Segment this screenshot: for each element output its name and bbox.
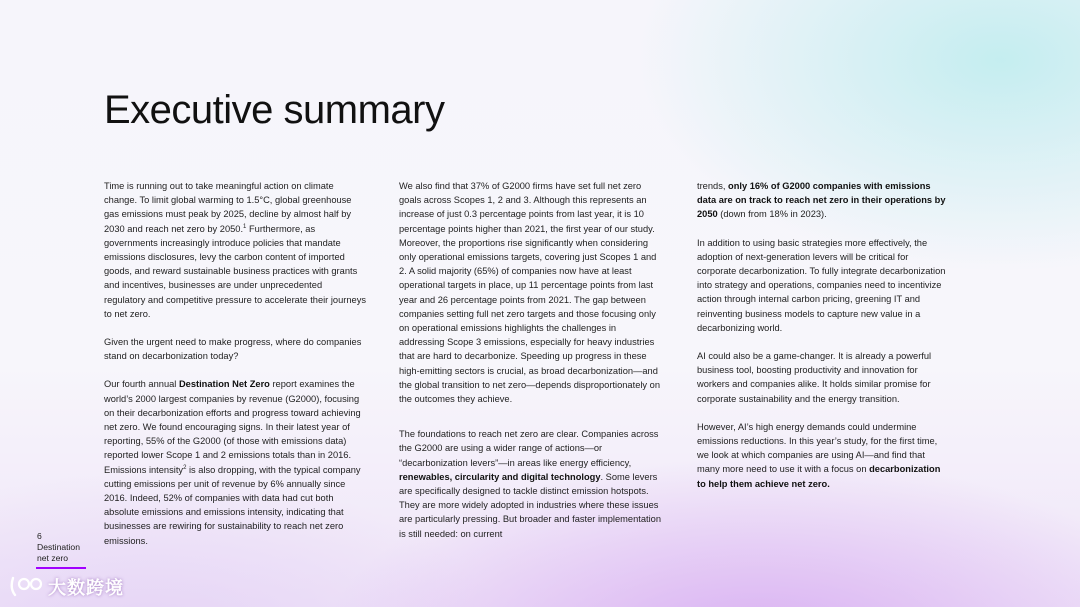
paragraph-text: report examines the world’s 2000 largest companies by revenue (G2000), focusing on their decarbonization efforts and progress toward achieving net zero. We found encouraging signs. In their latest year of reporting, 55% of the G2000 (of those with emissions data) reported lower Scope 1 and 2 emissions totals than in 2016. Emissions intensity [104, 379, 361, 475]
page-title: Executive summary [104, 88, 445, 132]
section-name-line1: Destination [37, 542, 80, 552]
highlight-text: only 16% of G2000 companies with emissions data are on track to reach net zero in their operations by 2050 [697, 181, 946, 220]
paragraph-text: trends, [697, 181, 729, 191]
paragraph-text: The foundations to reach net zero are clear. Companies across the G2000 are using a wider range of actions—or “decarbonization levers”—in areas like energy efficiency, [399, 429, 659, 468]
watermark [10, 574, 124, 600]
paragraph [104, 377, 366, 547]
column-right [697, 179, 947, 505]
paragraph-text: is also dropping, with the typical company cutting emissions per unit of revenue by 6% annually since 2016. Indeed, 52% of companies with data had cut both absolute emissions and emissions intensity, indicating that businesses are rewiring for sustainability to reach net zero emissions. [104, 464, 361, 546]
paragraph: We also find that 37% of G2000 firms have set full net zero goals across Scopes 1, 2 and 3. Although this represents an increase of just 0.3 percentage points from last year, it is 10 percentage points higher than 2021, the first year of our study. Moreover, the proportions rise significantly when considering only operational emissions targets, covering just Scopes 1 and 2. A solid majority (65%) of companies now have at least operational targets in place, up 11 percentage points from last year and 26 percentage points from 2021. The gap between companies setting full net zero targets and those focusing only on operational emissions highlights the challenges in addressing Scope 3 emissions, especially for heavy industries that are hard to decarbonize. Speeding up progress in these high-emitting sectors is crucial, as broad decarbonization—and the global transition to net zero—depends disproportionately on the outcomes they achieve. [399, 181, 660, 405]
paragraph-text: Our fourth annual [104, 379, 179, 390]
footnote-ref[interactable]: 1 [243, 223, 247, 230]
paragraph: Given the urgent need to make progress, where do companies stand on decarbonization today? [104, 337, 362, 362]
footnote-ref[interactable]: 2 [183, 464, 187, 471]
paragraph [697, 179, 947, 222]
paragraph [697, 420, 947, 491]
report-name: Destination Net Zero [178, 379, 270, 390]
section-name-line2: net zero [37, 553, 69, 563]
paragraph-text: . Some levers are specifically designed to tackle distinct emission hotspots. They are more widely adopted in industries where these issues are particularly pressing. But broader and faster implementation is still needed: on current [399, 471, 661, 539]
column-middle [399, 179, 661, 555]
paragraph [399, 427, 661, 541]
paragraph [104, 179, 366, 321]
paragraph-text: Furthermore, as governments increasingly introduce policies that mandate emissions disclosures, levy the carbon content of imported goods, and reward sustainable business practices with grants and incentives, businesses are under unprecedented regulatory and competitive pressure to accelerate their journeys to net zero. [104, 223, 366, 319]
paragraph-text: However, AI’s high energy demands could undermine emissions reductions. In this year’s study, for the first time, we look at which companies are using AI—and find that many more need to use it with a focus on [697, 421, 938, 475]
column-left [104, 179, 366, 562]
paragraph-text: Time is running out to take meaningful action on climate change. To limit global warming to 1.5°C, global greenhouse gas emissions must peak by 2025, decline by almost half by 2030 and reach net zero by 2050. [104, 181, 352, 234]
footer-accent-rule [36, 567, 86, 569]
paragraph: In addition to using basic strategies more effectively, the adoption of next-generation levers will be critical for corporate decarbonization. To fully integrate decarbonization into strategy and operations, companies need to incentivize action through internal carbon pricing, greening IT and reinventing business models to capture new value in a decarbonizing world. [697, 237, 946, 333]
highlight-text: decarbonization to help them achieve net zero. [697, 464, 941, 489]
page-footer [37, 531, 80, 564]
watermark-logo-icon [10, 576, 44, 598]
paragraph: AI could also be a game-changer. It is already a powerful business tool, boosting productivity and innovation for workers and companies alike. It holds similar promise for corporate sustainability and the energy transition. [697, 351, 932, 404]
paragraph-text: (down from 18% in 2023). [717, 209, 827, 220]
page-number: 6 [37, 531, 42, 541]
watermark-text: 大数跨境 [48, 578, 124, 598]
highlight-text: renewables, circularity and digital technology [399, 471, 601, 482]
